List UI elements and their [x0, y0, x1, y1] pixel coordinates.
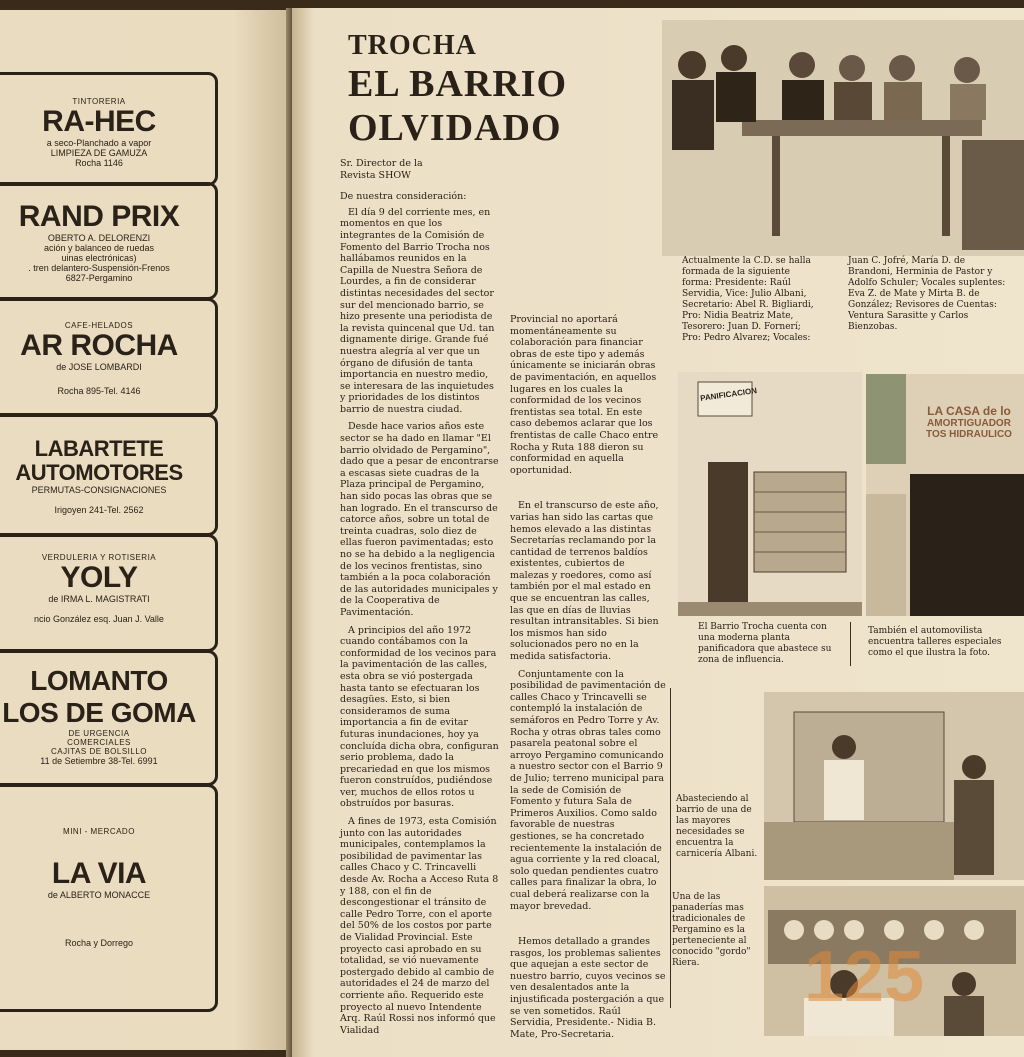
- opening: De nuestra consideración:: [340, 191, 467, 203]
- ad-line: PERMUTAS-CONSIGNACIONES: [31, 485, 167, 495]
- ad-name: AR ROCHA: [20, 329, 178, 362]
- ad-lomanto: [0, 650, 218, 786]
- caption-butcher: Abasteciendo al barrio de una de las mayores necesidades se encuentra la carnicería Albani.: [676, 794, 758, 859]
- ad-bar-rocha: [0, 298, 218, 416]
- paragraph: Hemos detallado a grandes rasgos, los problemas salientes que aquejan a este sector de nuestro barrio, cuyos vecinos se ven desalentados ante la injustificada postergación a que se ven sometidos. Raúl Servidia, Presidente.- Nidia B. Mate, Pro-Secretaria.: [510, 936, 666, 1040]
- ad-name: LOMANTO: [30, 665, 168, 696]
- column-divider: [670, 688, 671, 1008]
- caption-bakery: El Barrio Trocha cuenta con una moderna planta panificadora que abastece su zona de influencia.: [698, 622, 832, 665]
- photo-bakery: [678, 372, 862, 616]
- ad-line: OBERTO A. DELORENZI: [47, 233, 151, 243]
- bakery-sign: PANIFICACION: [699, 386, 758, 403]
- ad-name: RAND PRIX: [18, 200, 180, 233]
- ad-line: de JOSE LOMBARDI: [56, 362, 142, 372]
- ad-line: DE URGENCIA: [68, 729, 130, 738]
- ad-line: ncio González esq. Juan J. Valle: [34, 614, 164, 624]
- meeting-illustration: [662, 20, 1024, 256]
- garage-sign-line: AMORTIGUADOR: [927, 418, 1011, 429]
- ad-line: a seco-Planchado a vapor: [46, 138, 152, 148]
- ad-line: Rocha 1146: [75, 158, 123, 168]
- ad-name: LOS DE GOMA: [2, 697, 196, 728]
- article-column-1: [340, 158, 500, 1042]
- ad-line: LIMPIEZA DE GAMUZA: [50, 148, 148, 158]
- paragraph: Provincial no aportará momentáneamente su colaboración para financiar obras de este tipo y además únicamente se iniciarán obras de pavimentación, en aquellos lugares en los cuales la conformidad de los vecinos frentistas sea total. En este caso debemos aclarar que los frentistas de calle Chaco entre Rocha y Ruta 188 dieron su conformidad en aquella oportunidad.: [510, 314, 659, 476]
- caption-commission-left: Actualmente la C.D. se halla formada de la siguiente forma: Presidente: Raúl Servidia, Vice: Julio Albani, Secretario: Abel R. Bigliardi, Pro: Nidia Beatriz Mate, Tesorero: Juan D. Fornerí; Pro: Pedro Alvarez; Vocales:: [682, 256, 814, 343]
- right-page-article: [292, 8, 1024, 1057]
- paragraph: En el transcurso de este año, varias han sido las cartas que hemos elevado a las distintas Secretarías reclamando por la cantidad de terrenos baldíos existentes, cubiertos de malezas y roedores, como así también por el mal estado en que se encuentran las calles, las que en días de lluvias resultan intransitables. Si bien los mismos han sido solucionados pero no en la medida satisfactoria.: [510, 500, 659, 663]
- article-column-2: [510, 314, 666, 1046]
- ad-name: RA-HEC: [42, 105, 156, 138]
- ad-line: de IRMA L. MAGISTRATI: [48, 594, 150, 604]
- ad-name: YOLY: [60, 561, 138, 594]
- ad-line: 6827-Pergamino: [65, 273, 133, 283]
- ad-yoly: [0, 534, 218, 652]
- bakery-illustration: [678, 372, 862, 616]
- ad-category: TINTORERIA: [72, 97, 126, 106]
- paragraph: Desde hace varios años este sector se ha dado en llamar "El barrio olvidado de Pergamino", dado que a pesar de encontrarse a escasas siete cuadras de la Plaza principal de Pergamino, han sido pocas las obras que se han logrado. En el transcurso de catorce años, sobre un total de treinta cuadras, solo diez de ellas fueron pavimentadas; esto no se ha debido a la negligencia de los vecinos frentistas, sino también a la poca colaboración de las autoridades municipales y de la Cooperativa de Pavimentación.: [340, 421, 499, 618]
- ad-category: VERDULERIA Y ROTISERIA: [41, 553, 157, 562]
- ad-name: LABARTETE: [34, 436, 164, 461]
- ad-labartete: [0, 414, 218, 536]
- caption-shop: Una de las panaderías mas tradicionales de Pergamino es la perteneciente al conocido "gordo" Riera.: [672, 892, 751, 968]
- ad-line: Rocha y Dorrego: [64, 938, 134, 948]
- butcher-illustration: [764, 692, 1024, 880]
- photo-butcher: [764, 692, 1024, 880]
- article-title-line1: EL BARRIO: [348, 63, 568, 105]
- caption-garage: También el automovilista encuentra talleres especiales como el que ilustra la foto.: [868, 626, 1002, 658]
- salutation-2: Revista SHOW: [340, 169, 411, 181]
- ad-line: CAJITAS DE BOLSILLO: [50, 747, 148, 756]
- paragraph: A fines de 1973, esta Comisión junto con las autoridades municipales, contemplamos la posibilidad de pavimentar las calles Chaco y C. Trincavelli desde Av. Rocha a Acceso Ruta 8 y 188, con el fin de descongestionar el tránsito de calle Pedro Torre, con el aporte del 50% de los costos por parte de Vialidad Provincial. Este proyecto casi aprobado en su totalidad, se vió nuevamente postergado debido al cambio de autoridades el 24 de marzo del corriente año. Requerido este proyecto al nuevo Intendente Arq. Raúl Rossi nos informó que Vialidad: [340, 816, 499, 1036]
- article-kicker: TROCHA: [348, 30, 477, 61]
- ad-tintoreria: [0, 72, 218, 186]
- ad-line: 11 de Setiembre 38-Tel. 6991: [40, 756, 158, 766]
- photo-shop: [764, 886, 1024, 1036]
- ad-category: MINI - MERCADO: [63, 827, 135, 836]
- ad-line: uinas electrónicas): [61, 253, 137, 263]
- ad-name: AUTOMOTORES: [15, 460, 183, 485]
- caption-divider: [850, 622, 851, 666]
- ad-line: Irigoyen 241-Tel. 2562: [54, 505, 144, 515]
- photo-garage: [866, 374, 1024, 616]
- ad-category: CAFE-HELADOS: [64, 321, 134, 330]
- ad-line: de ALBERTO MONACCE: [47, 890, 151, 900]
- paragraph: Conjuntamente con la posibilidad de pavimentación de calles Chaco y Trincavelli se contempló la instalación de semáforos en Pedro Torre y Av. Rocha y otras obras tales como pasarela peatonal sobre el arroyo Pergamino comunicando a nuestro sector con el Barrio 9 de Julio; terreno municipal para la sede de Comisión de Fomento y futura Sala de Primeros Auxilios. Como saldo favorable de nuestras gestiones, se ha concretado recientemente la instalación de agua corriente y la red cloacal, solo quedan pendientes cuatro calles para finalizar la obra, lo cual deberá realizarse con la mayor brevedad.: [510, 668, 666, 912]
- paragraph: A principios del año 1972 cuando contábamos con la conformidad de los vecinos para la pavimentación de las calles, esta obra se vió postergada hasta tanto se efectuaran los desagües. Esto, si bien consideramos de suma importancia a fin de evitar futuras inundaciones, hoy ya concluída dicha obra, configuran serio problema, dado la precariedad en que los mismos fueron construídos, pudiéndose ver, muchos de ellos rotos u obstruídos por basuras.: [340, 624, 499, 810]
- garage-sign-line: LA CASA de lo: [927, 404, 1011, 418]
- photo-commission-meeting: [662, 20, 1024, 256]
- ad-line: . tren delantero-Suspensión-Frenos: [28, 263, 170, 273]
- ad-line: Rocha 895-Tel. 4146: [57, 386, 141, 396]
- paragraph: El día 9 del corriente mes, en momentos en que los integrantes de la Comisión de Fomento del Barrio Trocha nos hallábamos reunidos en la Capilla de Nuestra Señora de Lourdes, a fin de considerar distintas necesidades del sector sur del mencionado barrio, se hizo presente una periodista de la revista quincenal que Ud. tan dignamente dirige. Grande fué nuestra alegría al ver que un órgano de difusión de tanta importancia en nuestro medio, se interesara de las inquietudes y prioridades de los distintos barrio de nuestra ciudad.: [340, 206, 495, 415]
- ad-line: COMERCIALES: [67, 738, 131, 747]
- ad-name: LA VIA: [51, 857, 147, 890]
- caption-commission-right: Juan C. Jofré, María D. de Brandoni, Herminia de Pastor y Adolfo Schuler; Vocales suplentes: Eva Z. de Mate y Mirta B. de González; Revisores de Cuentas: Ventura Sarasitte y Carlos Bienzobas.: [848, 256, 1006, 332]
- left-page-ads: [0, 10, 292, 1050]
- article-title-line2: OLVIDADO: [348, 107, 562, 149]
- ad-grand-prix: [0, 182, 218, 300]
- salutation-1: Sr. Director de la: [340, 158, 423, 169]
- watermark-number: 125: [804, 937, 925, 1017]
- garage-sign-line: TOS HIDRAULICO: [926, 429, 1012, 440]
- garage-sign: [914, 404, 1024, 440]
- ad-line: ación y balanceo de ruedas: [43, 243, 155, 253]
- ad-la-via: [0, 784, 218, 1012]
- article-title: [348, 62, 567, 150]
